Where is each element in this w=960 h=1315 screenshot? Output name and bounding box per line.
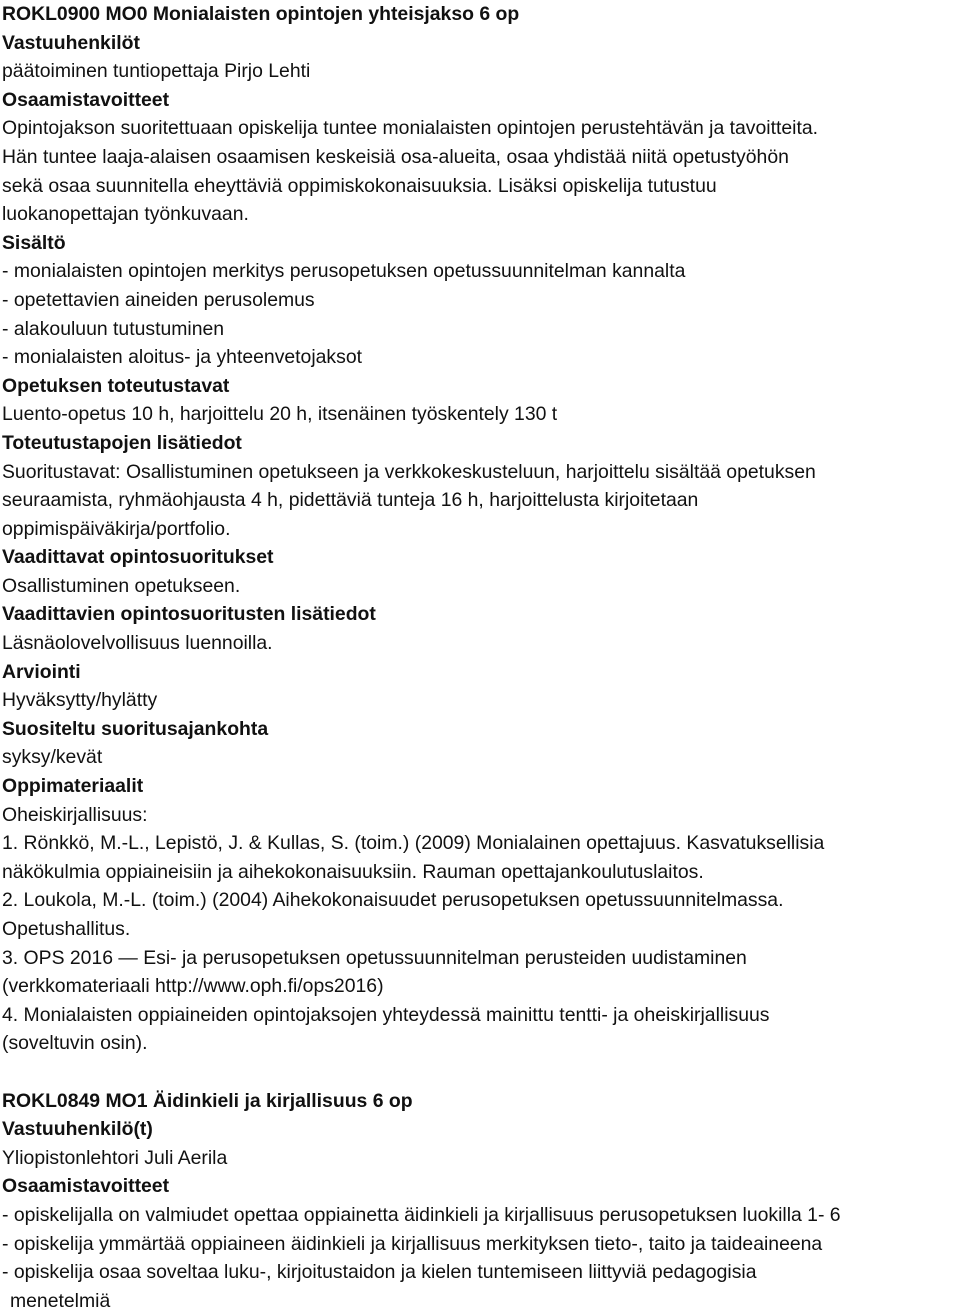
list-item: - alakouluun tutustuminen (2, 317, 225, 340)
text-line: 1. Rönkkö, M.-L., Lepistö, J. & Kullas, S. (toim.) (2009) Monialainen opettajuus. Kasvatuksellisia (2, 832, 825, 855)
text-line: 3. OPS 2016 — Esi- ja perusopetuksen opetussuunnitelman perusteiden uudistaminen (2, 946, 747, 969)
section-heading-implementation: Opetuksen toteutustavat (2, 374, 230, 397)
list-item: - monialaisten aloitus- ja yhteenvetojaksot (2, 346, 362, 369)
required-details-text: Läsnäolovelvollisuus luennoilla. (2, 632, 273, 655)
text-line: Oheiskirjallisuus: (2, 803, 148, 826)
list-item: - opiskelijalla on valmiudet opettaa oppiainetta äidinkieli ja kirjallisuus perusopetuksen luokilla 1- 6 (2, 1203, 841, 1226)
text-line: seuraamista, ryhmäohjausta 4 h, pidettäviä tunteja 16 h, harjoittelusta kirjoitetaan (2, 489, 699, 512)
document-page (2, 0, 958, 1315)
section-heading-responsible: Vastuuhenkilöt (2, 31, 140, 54)
list-item: - opetettavien aineiden perusolemus (2, 288, 315, 311)
required-text: Osallistuminen opetukseen. (2, 574, 241, 597)
text-line: Opintojakson suoritettuaan opiskelija tuntee monialaisten opintojen perustehtävän ja tavoitteita. (2, 117, 819, 140)
section-heading-assessment: Arviointi (2, 660, 81, 683)
text-line: sekä osaa suunnitella eheyttäviä oppimiskokonaisuuksia. Lisäksi opiskelija tutustuu (2, 174, 717, 197)
text-line: 4. Monialaisten oppiaineiden opintojaksojen yhteydessä mainittu tentti- ja oheiskirjallisuus (2, 1003, 770, 1026)
text-line: näkökulmia oppiaineisiin ja aihekokonaisuuksiin. Rauman opettajankoulutuslaitos. (2, 860, 704, 883)
text-line: oppimispäiväkirja/portfolio. (2, 517, 231, 540)
text-line: luokanopettajan työnkuvaan. (2, 203, 249, 226)
section-heading-responsible: Vastuuhenkilö(t) (2, 1118, 153, 1141)
list-item: - monialaisten opintojen merkitys perusopetuksen opetussuunnitelman kannalta (2, 260, 686, 283)
section-heading-timing: Suositeltu suoritusajankohta (2, 717, 269, 740)
section-heading-required-details: Vaadittavien opintosuoritusten lisätiedot (2, 603, 376, 626)
course-title: ROKL0849 MO1 Äidinkieli ja kirjallisuus 6 op (2, 1089, 413, 1112)
section-heading-required: Vaadittavat opintosuoritukset (2, 546, 274, 569)
text-line: (soveltuvin osin). (2, 1032, 148, 1055)
section-heading-content: Sisältö (2, 231, 66, 254)
section-heading-objectives: Osaamistavoitteet (2, 88, 170, 111)
timing-text: syksy/kevät (2, 746, 103, 769)
section-heading-materials: Oppimateriaalit (2, 775, 144, 798)
responsible-person: Yliopistonlehtori Juli Aerila (2, 1146, 228, 1169)
course-title: ROKL0900 MO0 Monialaisten opintojen yhteisjakso 6 op (2, 3, 520, 25)
list-item: - opiskelija osaa soveltaa luku-, kirjoitustaidon ja kielen tuntemiseen liittyviä pedagogisia (2, 1261, 757, 1284)
section-heading-objectives: Osaamistavoitteet (2, 1175, 170, 1198)
text-line: Hän tuntee laaja-alaisen osaamisen keskeisiä osa-alueita, osaa yhdistää niitä opetustyöhön (2, 145, 789, 168)
spacer (2, 1058, 958, 1087)
section-heading-implementation-details: Toteutustapojen lisätiedot (2, 431, 242, 454)
text-line: 2. Loukola, M.-L. (toim.) (2004) Aihekokonaisuudet perusopetuksen opetussuunnitelmassa. (2, 889, 784, 912)
list-item-continuation: menetelmiä (10, 1289, 111, 1312)
text-line: Opetushallitus. (2, 918, 131, 940)
assessment-text: Hyväksytty/hylätty (2, 689, 158, 712)
list-item: - opiskelija ymmärtää oppiaineen äidinkieli ja kirjallisuus merkityksen tieto-, taito ja taideaineena (2, 1232, 823, 1255)
responsible-person: päätoiminen tuntiopettaja Pirjo Lehti (2, 60, 311, 83)
text-line: (verkkomateriaali http://www.oph.fi/ops2016) (2, 975, 384, 998)
implementation-text: Luento-opetus 10 h, harjoittelu 20 h, itsenäinen työskentely 130 t (2, 403, 558, 426)
text-line: Suoritustavat: Osallistuminen opetukseen ja verkkokeskusteluun, harjoittelu sisältää opetuksen (2, 460, 816, 483)
